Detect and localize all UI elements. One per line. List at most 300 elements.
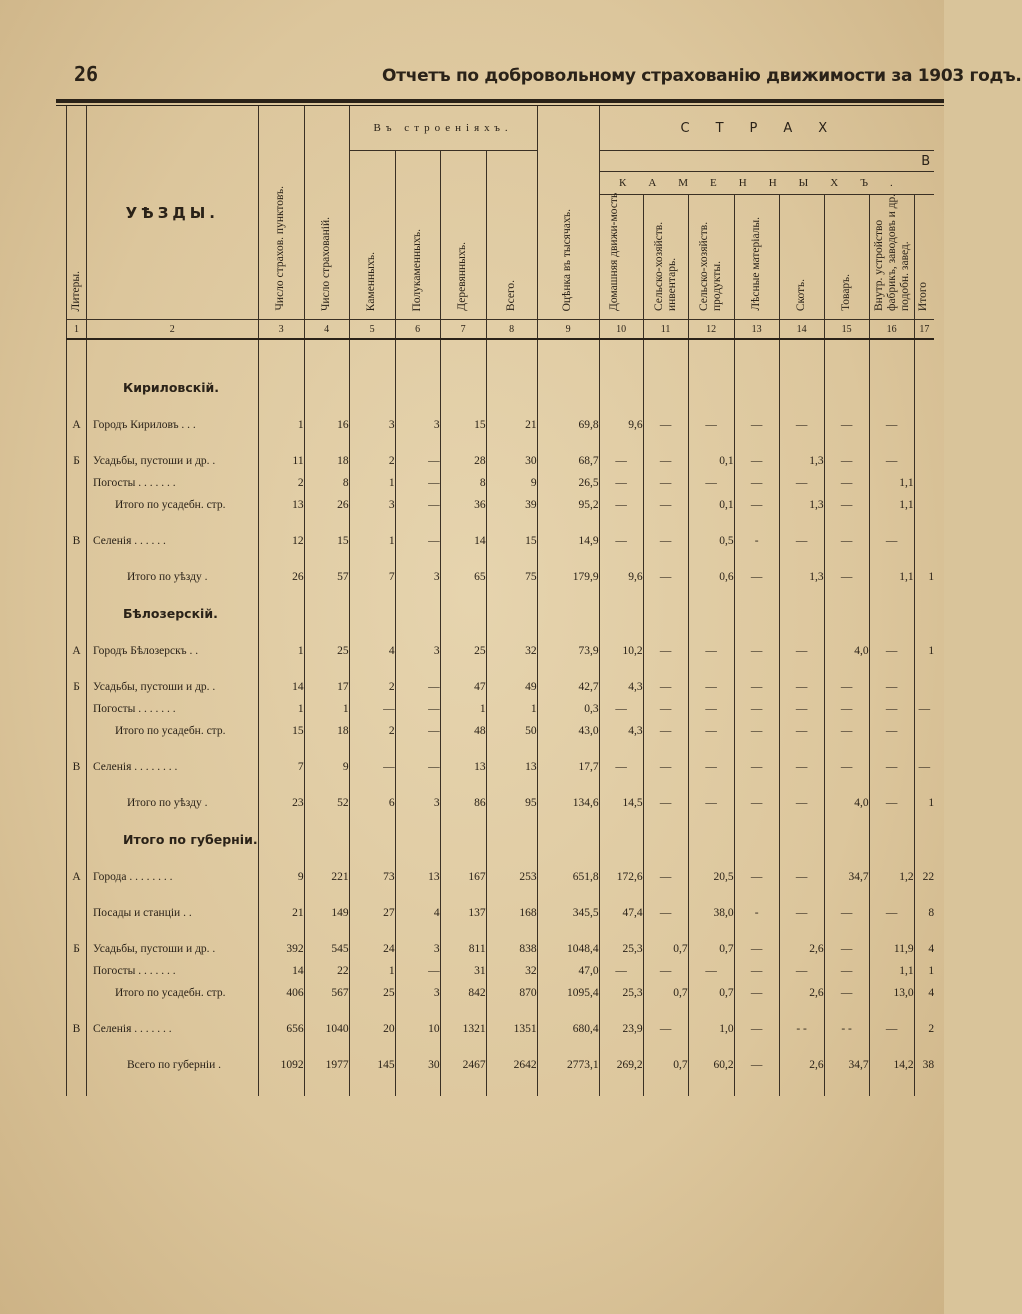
header-c13: Лѣсные матеріалы. bbox=[734, 195, 779, 320]
table-cell: 1,2 bbox=[869, 866, 914, 888]
table-cell: — bbox=[869, 756, 914, 778]
table-cell: — bbox=[779, 676, 824, 698]
spacer-row bbox=[67, 778, 935, 792]
header-c3: Число страхов. пунктовъ. bbox=[258, 106, 304, 320]
column-number: 13 bbox=[734, 320, 779, 340]
table-cell: — bbox=[824, 698, 869, 720]
table-cell: 95,2 bbox=[537, 494, 599, 516]
table-cell: 1 bbox=[440, 698, 486, 720]
table-cell: — bbox=[869, 640, 914, 662]
table-cell: 38 bbox=[914, 1054, 934, 1076]
page-header-title: Отчетъ по добровольному страхованію движимости за 1903 годъ. bbox=[382, 66, 1022, 86]
table-cell: 25 bbox=[349, 982, 395, 1004]
table-cell: — bbox=[779, 960, 824, 982]
table-cell: 48 bbox=[440, 720, 486, 742]
table-cell: 4,0 bbox=[824, 640, 869, 662]
table-cell: 22 bbox=[914, 866, 934, 888]
table-cell: — bbox=[869, 792, 914, 814]
table-cell: 60,2 bbox=[688, 1054, 734, 1076]
table-cell: 73 bbox=[349, 866, 395, 888]
table-cell: 1 bbox=[486, 698, 537, 720]
table-cell: 73,9 bbox=[537, 640, 599, 662]
table-cell: — bbox=[779, 792, 824, 814]
table-cell: — bbox=[734, 960, 779, 982]
table-cell: 2 bbox=[914, 1018, 934, 1040]
column-number: 6 bbox=[395, 320, 440, 340]
table-cell: 168 bbox=[486, 902, 537, 924]
table-cell: 14 bbox=[258, 960, 304, 982]
table-cell: — bbox=[869, 530, 914, 552]
table-cell: 28 bbox=[440, 450, 486, 472]
table-cell bbox=[914, 720, 934, 742]
table-cell: 42,7 bbox=[537, 676, 599, 698]
table-cell: 545 bbox=[304, 938, 349, 960]
page-number: 26 bbox=[74, 62, 99, 86]
table-cell: — bbox=[395, 960, 440, 982]
column-number: 5 bbox=[349, 320, 395, 340]
row-label: Посады и станціи . . bbox=[87, 902, 259, 924]
header-strakh: СТРАХ bbox=[599, 106, 934, 151]
table-cell: — bbox=[688, 720, 734, 742]
table-cell: — bbox=[734, 792, 779, 814]
spacer-row bbox=[67, 814, 935, 822]
table-cell: 31 bbox=[440, 960, 486, 982]
table-cell: — bbox=[869, 1018, 914, 1040]
table-cell: — bbox=[779, 720, 824, 742]
table-cell: 4 bbox=[349, 640, 395, 662]
table-cell: — bbox=[643, 530, 688, 552]
spacer-row bbox=[67, 436, 935, 450]
table-cell: — bbox=[869, 902, 914, 924]
table-cell: 4 bbox=[914, 982, 934, 1004]
table-row bbox=[67, 756, 935, 778]
column-number: 7 bbox=[440, 320, 486, 340]
header-liter: Литеры. bbox=[67, 106, 87, 320]
table-cell: 1 bbox=[349, 472, 395, 494]
table-cell: — bbox=[779, 472, 824, 494]
table-cell: — bbox=[349, 698, 395, 720]
column-number: 3 bbox=[258, 320, 304, 340]
table-cell: — bbox=[599, 756, 643, 778]
table-cell: 3 bbox=[395, 792, 440, 814]
row-liter: Б bbox=[67, 450, 87, 472]
table-cell: 30 bbox=[486, 450, 537, 472]
row-label: Итого по уѣзду . bbox=[87, 566, 259, 588]
table-cell: 0,7 bbox=[688, 982, 734, 1004]
table-cell: — bbox=[643, 566, 688, 588]
table-row bbox=[67, 938, 935, 960]
spacer-row bbox=[67, 1076, 935, 1096]
table-row bbox=[67, 720, 935, 742]
column-number: 2 bbox=[87, 320, 259, 340]
table-cell: 1,1 bbox=[869, 494, 914, 516]
table-cell: 7 bbox=[258, 756, 304, 778]
table-cell: 1040 bbox=[304, 1018, 349, 1040]
table-cell: — bbox=[643, 494, 688, 516]
table-cell: — bbox=[779, 866, 824, 888]
table-row bbox=[67, 982, 935, 1004]
table-cell: — bbox=[734, 1018, 779, 1040]
table-cell: 95 bbox=[486, 792, 537, 814]
table-cell: — bbox=[779, 530, 824, 552]
table-cell: — bbox=[395, 450, 440, 472]
table-cell: 20,5 bbox=[688, 866, 734, 888]
table-cell: — bbox=[643, 640, 688, 662]
column-number: 1 bbox=[67, 320, 87, 340]
table-row bbox=[67, 494, 935, 516]
table-cell bbox=[914, 450, 934, 472]
top-rule bbox=[56, 99, 944, 103]
row-liter bbox=[67, 566, 87, 588]
table-cell: 27 bbox=[349, 902, 395, 924]
table-cell: 3 bbox=[349, 494, 395, 516]
table-cell: — bbox=[734, 566, 779, 588]
row-liter bbox=[67, 698, 87, 720]
table-cell: — bbox=[395, 530, 440, 552]
table-cell: 137 bbox=[440, 902, 486, 924]
row-liter bbox=[67, 960, 87, 982]
header-c9: Оцѣнка въ тысячахъ. bbox=[537, 106, 599, 320]
table-cell: 1 bbox=[349, 960, 395, 982]
table-cell: 23,9 bbox=[599, 1018, 643, 1040]
table-cell: 1092 bbox=[258, 1054, 304, 1076]
table-cell: — bbox=[824, 938, 869, 960]
row-label: Всего по губерніи . bbox=[87, 1054, 259, 1076]
table-cell: 32 bbox=[486, 640, 537, 662]
table-cell: 811 bbox=[440, 938, 486, 960]
table-row bbox=[67, 640, 935, 662]
section-heading-row bbox=[67, 596, 935, 630]
table-cell: 4,3 bbox=[599, 720, 643, 742]
table-cell: 15 bbox=[258, 720, 304, 742]
header-v-stroeniyakh: Въ строеніяхъ. bbox=[349, 106, 537, 151]
table-cell: 838 bbox=[486, 938, 537, 960]
table-cell: — bbox=[824, 676, 869, 698]
table-cell: 9,6 bbox=[599, 414, 643, 436]
table-cell: — bbox=[395, 698, 440, 720]
table-cell: 14,2 bbox=[869, 1054, 914, 1076]
table-cell: 65 bbox=[440, 566, 486, 588]
row-label: Погосты . . . . . . . bbox=[87, 698, 259, 720]
table-cell: 17 bbox=[304, 676, 349, 698]
table-cell: 1 bbox=[914, 792, 934, 814]
table-cell: — bbox=[643, 960, 688, 982]
section-heading-row bbox=[67, 370, 935, 404]
table-row bbox=[67, 414, 935, 436]
row-liter bbox=[67, 494, 87, 516]
table-cell: — bbox=[688, 414, 734, 436]
table-cell: 870 bbox=[486, 982, 537, 1004]
table-cell: 11,9 bbox=[869, 938, 914, 960]
table-cell: — bbox=[688, 756, 734, 778]
table-cell: — bbox=[734, 866, 779, 888]
header-c17: Итого bbox=[914, 195, 934, 320]
row-label: Селенія . . . . . . . bbox=[87, 1018, 259, 1040]
section-heading: Итого по губерніи. bbox=[87, 822, 259, 856]
table-cell: 3 bbox=[395, 566, 440, 588]
table-cell: 1,1 bbox=[869, 566, 914, 588]
table-cell: 30 bbox=[395, 1054, 440, 1076]
table-cell: 34,7 bbox=[824, 1054, 869, 1076]
table-cell: 47,4 bbox=[599, 902, 643, 924]
table-cell: 8 bbox=[440, 472, 486, 494]
section-heading: Бѣлозерскій. bbox=[87, 596, 259, 630]
table-cell: 253 bbox=[486, 866, 537, 888]
table-row bbox=[67, 1018, 935, 1040]
row-label: Итого по усадебн. стр. bbox=[87, 720, 259, 742]
spacer-row bbox=[67, 552, 935, 566]
table-cell: 12 bbox=[258, 530, 304, 552]
table-cell: — bbox=[779, 414, 824, 436]
table-cell: — bbox=[599, 494, 643, 516]
table-cell: 4 bbox=[395, 902, 440, 924]
row-liter: В bbox=[67, 1018, 87, 1040]
table-row bbox=[67, 450, 935, 472]
table-cell: 18 bbox=[304, 720, 349, 742]
column-number: 14 bbox=[779, 320, 824, 340]
spacer-row bbox=[67, 1040, 935, 1054]
table-cell: 6 bbox=[349, 792, 395, 814]
table-cell: 13 bbox=[486, 756, 537, 778]
table-cell: 651,8 bbox=[537, 866, 599, 888]
table-cell: — bbox=[734, 640, 779, 662]
table-cell: 15 bbox=[440, 414, 486, 436]
table-cell: 14,5 bbox=[599, 792, 643, 814]
table-cell: 3 bbox=[395, 982, 440, 1004]
table-cell: 13,0 bbox=[869, 982, 914, 1004]
table-cell: 1 bbox=[914, 960, 934, 982]
table-cell: 32 bbox=[486, 960, 537, 982]
table-cell: 0,7 bbox=[688, 938, 734, 960]
table-cell: — bbox=[688, 792, 734, 814]
table-cell: 4,0 bbox=[824, 792, 869, 814]
table-cell: 4 bbox=[914, 938, 934, 960]
table-cell: 86 bbox=[440, 792, 486, 814]
table-cell: — bbox=[824, 566, 869, 588]
column-number: 17 bbox=[914, 320, 934, 340]
table-cell: 3 bbox=[349, 414, 395, 436]
table-cell: — bbox=[643, 902, 688, 924]
table-cell: 13 bbox=[258, 494, 304, 516]
header-c15: Товаръ. bbox=[824, 195, 869, 320]
table-cell: — bbox=[643, 414, 688, 436]
table-cell: 14 bbox=[440, 530, 486, 552]
table-cell: 10,2 bbox=[599, 640, 643, 662]
table-cell: 3 bbox=[395, 414, 440, 436]
table-cell: 4,3 bbox=[599, 676, 643, 698]
table-cell: — bbox=[688, 640, 734, 662]
table-cell: 392 bbox=[258, 938, 304, 960]
row-liter: В bbox=[67, 530, 87, 552]
row-liter bbox=[67, 792, 87, 814]
table-cell: — bbox=[643, 698, 688, 720]
table-cell: 2,6 bbox=[779, 982, 824, 1004]
table-cell: — bbox=[688, 472, 734, 494]
spacer-row bbox=[67, 404, 935, 414]
table-cell: 13 bbox=[440, 756, 486, 778]
header-uezdy: УѢЗДЫ. bbox=[87, 106, 259, 320]
table-cell: 57 bbox=[304, 566, 349, 588]
table-cell: — bbox=[824, 902, 869, 924]
table-cell: 36 bbox=[440, 494, 486, 516]
table-cell: 1 bbox=[914, 566, 934, 588]
table-cell: 0,7 bbox=[643, 982, 688, 1004]
table-cell: 8 bbox=[304, 472, 349, 494]
table-cell: 25,3 bbox=[599, 938, 643, 960]
table-cell: 1321 bbox=[440, 1018, 486, 1040]
table-cell: 149 bbox=[304, 902, 349, 924]
table-cell: — bbox=[643, 472, 688, 494]
table-cell: — bbox=[395, 494, 440, 516]
table-cell: — bbox=[869, 676, 914, 698]
spacer-row bbox=[67, 662, 935, 676]
table-cell: 134,6 bbox=[537, 792, 599, 814]
spacer-row bbox=[67, 362, 935, 370]
table-cell: — bbox=[779, 698, 824, 720]
table-cell: 26 bbox=[304, 494, 349, 516]
row-liter: В bbox=[67, 756, 87, 778]
header-c7: Деревянныхъ. bbox=[440, 151, 486, 320]
table-cell: — bbox=[914, 698, 934, 720]
table-cell: 13 bbox=[395, 866, 440, 888]
table-cell: 0,7 bbox=[643, 1054, 688, 1076]
table-cell: 47,0 bbox=[537, 960, 599, 982]
table-cell: 14,9 bbox=[537, 530, 599, 552]
spacer-row bbox=[67, 924, 935, 938]
table-cell: — bbox=[824, 472, 869, 494]
table-cell: 24 bbox=[349, 938, 395, 960]
table-cell: 0,1 bbox=[688, 450, 734, 472]
table-cell: — bbox=[643, 756, 688, 778]
column-number: 10 bbox=[599, 320, 643, 340]
table-cell: — bbox=[599, 530, 643, 552]
column-number: 11 bbox=[643, 320, 688, 340]
table-cell: — bbox=[599, 960, 643, 982]
table-cell: - - bbox=[779, 1018, 824, 1040]
table-cell: — bbox=[824, 720, 869, 742]
table-cell: 3 bbox=[395, 640, 440, 662]
table-cell: — bbox=[779, 640, 824, 662]
table-cell: — bbox=[688, 960, 734, 982]
table-cell: 23 bbox=[258, 792, 304, 814]
table-cell: 2,6 bbox=[779, 938, 824, 960]
spacer-row bbox=[67, 1004, 935, 1018]
table-row bbox=[67, 792, 935, 814]
table-cell: 49 bbox=[486, 676, 537, 698]
header-c8: Всего. bbox=[486, 151, 537, 320]
table-cell: 0,5 bbox=[688, 530, 734, 552]
table-cell: — bbox=[824, 494, 869, 516]
table-cell: 25 bbox=[440, 640, 486, 662]
header-c14: Скотъ. bbox=[779, 195, 824, 320]
table-cell: 145 bbox=[349, 1054, 395, 1076]
row-liter: А bbox=[67, 640, 87, 662]
table-cell: 680,4 bbox=[537, 1018, 599, 1040]
row-liter bbox=[67, 902, 87, 924]
table-cell: — bbox=[824, 414, 869, 436]
row-liter: А bbox=[67, 414, 87, 436]
table-cell: 50 bbox=[486, 720, 537, 742]
table-row bbox=[67, 530, 935, 552]
table-cell: 1,3 bbox=[779, 450, 824, 472]
table-cell: — bbox=[734, 1054, 779, 1076]
table-cell: — bbox=[734, 676, 779, 698]
row-label: Погосты . . . . . . . bbox=[87, 472, 259, 494]
table-cell: — bbox=[643, 676, 688, 698]
table-cell: - bbox=[734, 530, 779, 552]
table-cell: — bbox=[395, 756, 440, 778]
header-c10: Домашняя движи-мость bbox=[599, 195, 643, 320]
table-cell: 1,3 bbox=[779, 494, 824, 516]
section-heading-row bbox=[67, 822, 935, 856]
table-row bbox=[67, 902, 935, 924]
table-cell: 1 bbox=[258, 414, 304, 436]
table-cell: — bbox=[869, 414, 914, 436]
table-cell: — bbox=[779, 756, 824, 778]
table-cell: — bbox=[869, 698, 914, 720]
table-cell: 1,1 bbox=[869, 960, 914, 982]
table-cell: 2773,1 bbox=[537, 1054, 599, 1076]
header-c4: Число страхованій. bbox=[304, 106, 349, 320]
table-cell: 1977 bbox=[304, 1054, 349, 1076]
table-row bbox=[67, 472, 935, 494]
table-cell bbox=[914, 414, 934, 436]
table-cell: — bbox=[734, 720, 779, 742]
table-cell: — bbox=[914, 756, 934, 778]
header-v: В bbox=[599, 151, 934, 172]
table-row bbox=[67, 566, 935, 588]
column-number: 15 bbox=[824, 320, 869, 340]
row-label: Городъ Бѣлозерскъ . . bbox=[87, 640, 259, 662]
column-number: 9 bbox=[537, 320, 599, 340]
table-cell: 345,5 bbox=[537, 902, 599, 924]
table-row bbox=[67, 960, 935, 982]
table-cell: — bbox=[688, 698, 734, 720]
table-cell: 2467 bbox=[440, 1054, 486, 1076]
table-cell: 9 bbox=[486, 472, 537, 494]
table-cell: — bbox=[643, 720, 688, 742]
table-cell: — bbox=[824, 450, 869, 472]
table-cell: 179,9 bbox=[537, 566, 599, 588]
table-cell: — bbox=[734, 414, 779, 436]
column-number: 12 bbox=[688, 320, 734, 340]
table-cell: — bbox=[599, 698, 643, 720]
table-cell: — bbox=[734, 450, 779, 472]
table-cell: 842 bbox=[440, 982, 486, 1004]
table-cell: 11 bbox=[258, 450, 304, 472]
table-cell: 7 bbox=[349, 566, 395, 588]
spacer-row bbox=[67, 888, 935, 902]
table-cell: 1048,4 bbox=[537, 938, 599, 960]
table-row bbox=[67, 676, 935, 698]
header-c16: Внутр. устройство фабрикъ, заводовъ и др. подобн. завед. bbox=[869, 195, 914, 320]
table-cell: 18 bbox=[304, 450, 349, 472]
spacer-row bbox=[67, 742, 935, 756]
table-cell: 1 bbox=[258, 640, 304, 662]
table-row bbox=[67, 698, 935, 720]
table-cell: 25 bbox=[304, 640, 349, 662]
table-cell: — bbox=[395, 720, 440, 742]
table-cell: 656 bbox=[258, 1018, 304, 1040]
header-c5: Каменныхъ. bbox=[349, 151, 395, 320]
table-cell: 1 bbox=[914, 640, 934, 662]
table-cell: — bbox=[734, 472, 779, 494]
row-label: Усадьбы, пустоши и др. . bbox=[87, 676, 259, 698]
spacer-row bbox=[67, 588, 935, 596]
table-cell: — bbox=[643, 792, 688, 814]
table-cell: — bbox=[688, 676, 734, 698]
row-label: Итого по уѣзду . bbox=[87, 792, 259, 814]
